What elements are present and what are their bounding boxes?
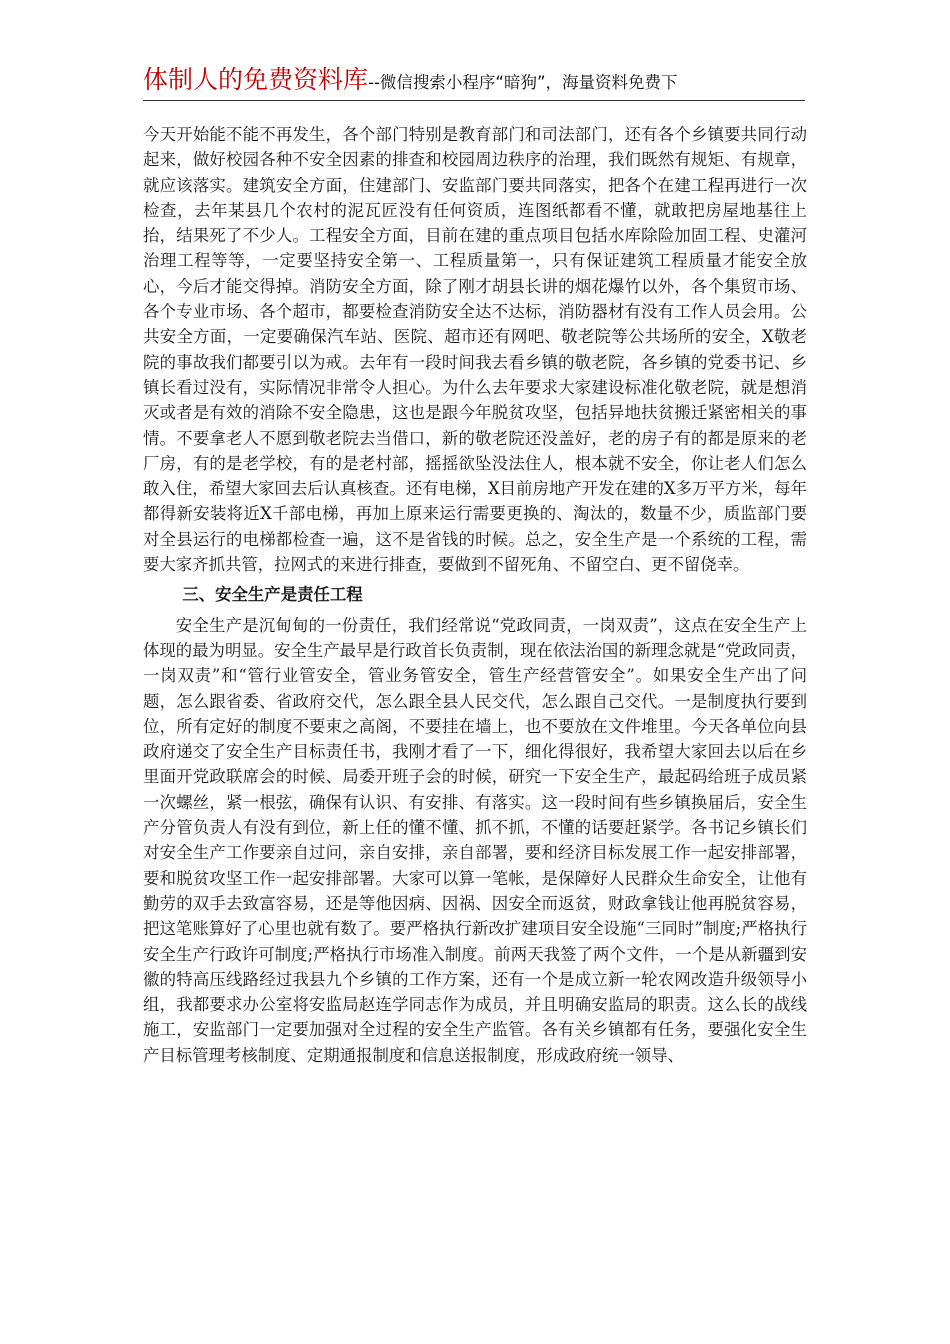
- body-paragraph: 今天开始能不能不再发生，各个部门特别是教育部门和司法部门，还有各个乡镇要共同行动起来，做好校园各种不安全因素的排查和校园周边秩序的治理，我们既然有规矩、有规章，就应该落实。建筑安全方面，住建部门、安监部门要共同落实，把各个在建工程再进行一次检查，去年某县几个农村的泥瓦匠没有任何资质，连图纸都看不懂，就敢把房屋地基往上抬，结果死了不少人。工程安全方面，目前在建的重点项目包括水库除险加固工程、史灌河治理工程等等，一定要坚持安全第一、工程质量第一，只有保证建筑工程质量才能安全放心，今后才能交得掉。消防安全方面，除了刚才胡县长讲的烟花爆竹以外，各个集贸市场、各个专业市场、各个超市，都要检查消防安全达不达标，消防器材有没有工作人员会用。公共安全方面，一定要确保汽车站、医院、超市还有网吧、敬老院等公共场所的安全，X敬老院的事故我们都要引以为戒。去年有一段时间我去看乡镇的敬老院，各乡镇的党委书记、乡镇长看过没有，实际情况非常令人担心。为什么去年要求大家建设标准化敬老院，就是想消灭或者是有效的消除不安全隐患，这也是跟今年脱贫攻坚，包括异地扶贫搬迁紧密相关的事情。不要拿老人不愿到敬老院去当借口，新的敬老院还没盖好，老的房子有的都是原来的老厂房，有的是老学校，有的是老村部，摇摇欲坠没法住人，根本就不安全，你让老人们怎么敢入住，希望大家回去后认真核查。还有电梯，X目前房地产开发在建的X多万平方米，每年都得新安装将近X千部电梯，再加上原来运行需要更换的、淘汰的，数量不少，质监部门要对全县运行的电梯都检查一遍，这不是省钱的时候。总之，安全生产是一个系统的工程，需要大家齐抓共管，拉网式的来进行排查，要做到不留死角、不留空白、更不留侥幸。: [143, 125, 807, 575]
- header-brand: 体制人的免费资料库: [143, 65, 369, 94]
- section-heading: 三、安全生产是责任工程: [182, 585, 363, 605]
- header-tagline: --微信搜索小程序“暗狗”，海量资料免费下: [368, 73, 678, 92]
- document-body: [143, 122, 807, 1068]
- section-paragraph: 安全生产是沉甸甸的一份责任，我们经常说“党政同责，一岗双责”，这点在安全生产上体现的最为明显。安全生产最早是行政首长负责制，现在依法治国的新理念就是“党政同责，一岗双责”和“管行业管安全，管业务管安全，管生产经营管安全”。如果安全生产出了问题，怎么跟省委、省政府交代，怎么跟全县人民交代，怎么跟自己交代。一是制度执行要到位，所有定好的制度不要束之高阁，不要挂在墙上，也不要放在文件堆里。今天各单位向县政府递交了安全生产目标责任书，我刚才看了一下，细化得很好，我希望大家回去以后在乡里面开党政联席会的时候、局委开班子会的时候，研究一下安全生产，最起码给班子成员紧一次螺丝，紧一根弦，确保有认识、有安排、有落实。这一段时间有些乡镇换届后，安全生产分管负责人有没有到位，新上任的懂不懂、抓不抓，不懂的话要赶紧学。各书记乡镇长们对安全生产工作要亲自过问，亲自安排，亲自部署，要和经济目标发展工作一起安排部署，要和脱贫攻坚工作一起安排部署。大家可以算一笔帐，是保障好人民群众生命安全，让他有勤劳的双手去致富容易，还是等他因病、因祸、因安全而返贫，财政拿钱让他再脱贫容易，把这笔账算好了心里也就有数了。要严格执行新改扩建项目安全设施“三同时”制度;严格执行安全生产行政许可制度;严格执行市场准入制度。前两天我签了两个文件，一个是从新疆到安徽的特高压线路经过我县九个乡镇的工作方案，还有一个是成立新一轮农网改造升级领导小组，我都要求办公室将安监局赵连学同志作为成员，并且明确安监局的职责。这么长的战线施工，安监部门一定要加强对全过程的安全生产监管。各有关乡镇都有任务，要强化安全生产目标管理考核制度、定期通报制度和信息送报制度，形成政府统一领导、: [143, 615, 808, 1065]
- page-header: [143, 60, 805, 101]
